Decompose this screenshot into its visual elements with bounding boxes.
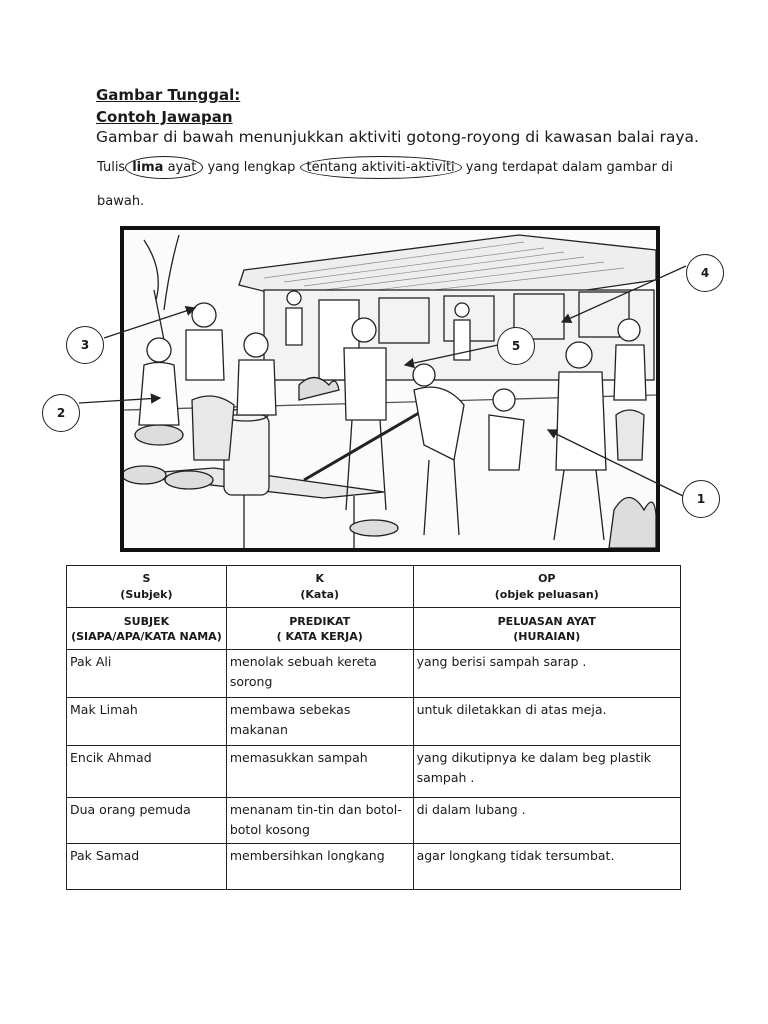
instruction-phrase-gambar: yang terdapat dalam gambar di <box>465 160 673 175</box>
circled-phrase-aktiviti: tentang aktiviti-aktiviti <box>300 156 462 179</box>
callout-1: 1 <box>682 480 720 518</box>
instruction-line-1: Gambar di bawah menunjukkan aktiviti gotong-royong di kawasan balai raya. <box>96 128 699 146</box>
header-k: K (Kata) <box>226 566 413 608</box>
cell-peluasan: yang dikutipnya ke dalam beg plastik sampah . <box>413 746 680 798</box>
worksheet-subtitle: Contoh Jawapan <box>96 108 233 126</box>
tree-branches <box>144 235 179 310</box>
scene-drawing <box>124 230 656 548</box>
boy-crouching-figure <box>489 389 524 470</box>
cell-subjek: Mak Limah <box>67 698 227 746</box>
callout-3: 3 <box>66 326 104 364</box>
header-predikat: PREDIKAT ( KATA KERJA) <box>226 608 413 650</box>
header-s: S (Subjek) <box>67 566 227 608</box>
cell-subjek: Pak Ali <box>67 650 227 698</box>
sentence-table <box>66 565 681 890</box>
table-header-row-2 <box>67 608 681 650</box>
bush <box>299 378 339 401</box>
instruction-line-2 <box>97 160 673 175</box>
background-figure <box>454 303 470 360</box>
basket <box>350 520 398 536</box>
food-bowl <box>124 466 166 484</box>
man-digging-figure <box>413 364 464 535</box>
cell-predikat: membawa sebekas makanan <box>226 698 413 746</box>
callout-5: 5 <box>497 327 535 365</box>
cell-subjek: Dua orang pemuda <box>67 798 227 844</box>
cell-subjek: Pak Samad <box>67 844 227 890</box>
instruction-line-3: bawah. <box>97 194 145 209</box>
cell-peluasan: yang berisi sampah sarap . <box>413 650 680 698</box>
instruction-word-tulis: Tulis <box>97 160 126 175</box>
cell-peluasan: untuk diletakkan di atas meja. <box>413 698 680 746</box>
man-with-sack-figure <box>186 303 234 460</box>
cell-predikat: memasukkan sampah <box>226 746 413 798</box>
header-op: OP (objek peluasan) <box>413 566 680 608</box>
instruction-phrase-lengkap: yang lengkap <box>207 160 296 175</box>
bush <box>609 498 656 549</box>
worksheet-title: Gambar Tunggal: <box>96 86 241 104</box>
food-bowl <box>135 425 183 445</box>
table-row <box>67 698 681 746</box>
cell-predikat: menanam tin-tin dan botol-botol kosong <box>226 798 413 844</box>
man-with-cap-figure <box>554 342 606 540</box>
gotong-royong-illustration <box>120 226 660 552</box>
cell-predikat: menolak sebuah kereta sorong <box>226 650 413 698</box>
cell-predikat: membersihkan longkang <box>226 844 413 890</box>
header-peluasan: PELUASAN AYAT (HURAIAN) <box>413 608 680 650</box>
callout-2: 2 <box>42 394 80 432</box>
lima-text: lima <box>132 160 164 175</box>
ayat-text: ayat <box>167 160 197 175</box>
table-row <box>67 650 681 698</box>
food-bowl <box>165 471 213 489</box>
background-figure <box>286 291 302 345</box>
header-subjek: SUBJEK (SIAPA/APA/KATA NAMA) <box>67 608 227 650</box>
woman-figure <box>139 338 179 425</box>
cell-peluasan: di dalam lubang . <box>413 798 680 844</box>
callout-4: 4 <box>686 254 724 292</box>
circled-word-lima <box>125 156 203 179</box>
table-row <box>67 746 681 798</box>
cell-subjek: Encik Ahmad <box>67 746 227 798</box>
cell-peluasan: agar longkang tidak tersumbat. <box>413 844 680 890</box>
table-row <box>67 844 681 890</box>
table-row <box>67 798 681 844</box>
table-header-row-1 <box>67 566 681 608</box>
